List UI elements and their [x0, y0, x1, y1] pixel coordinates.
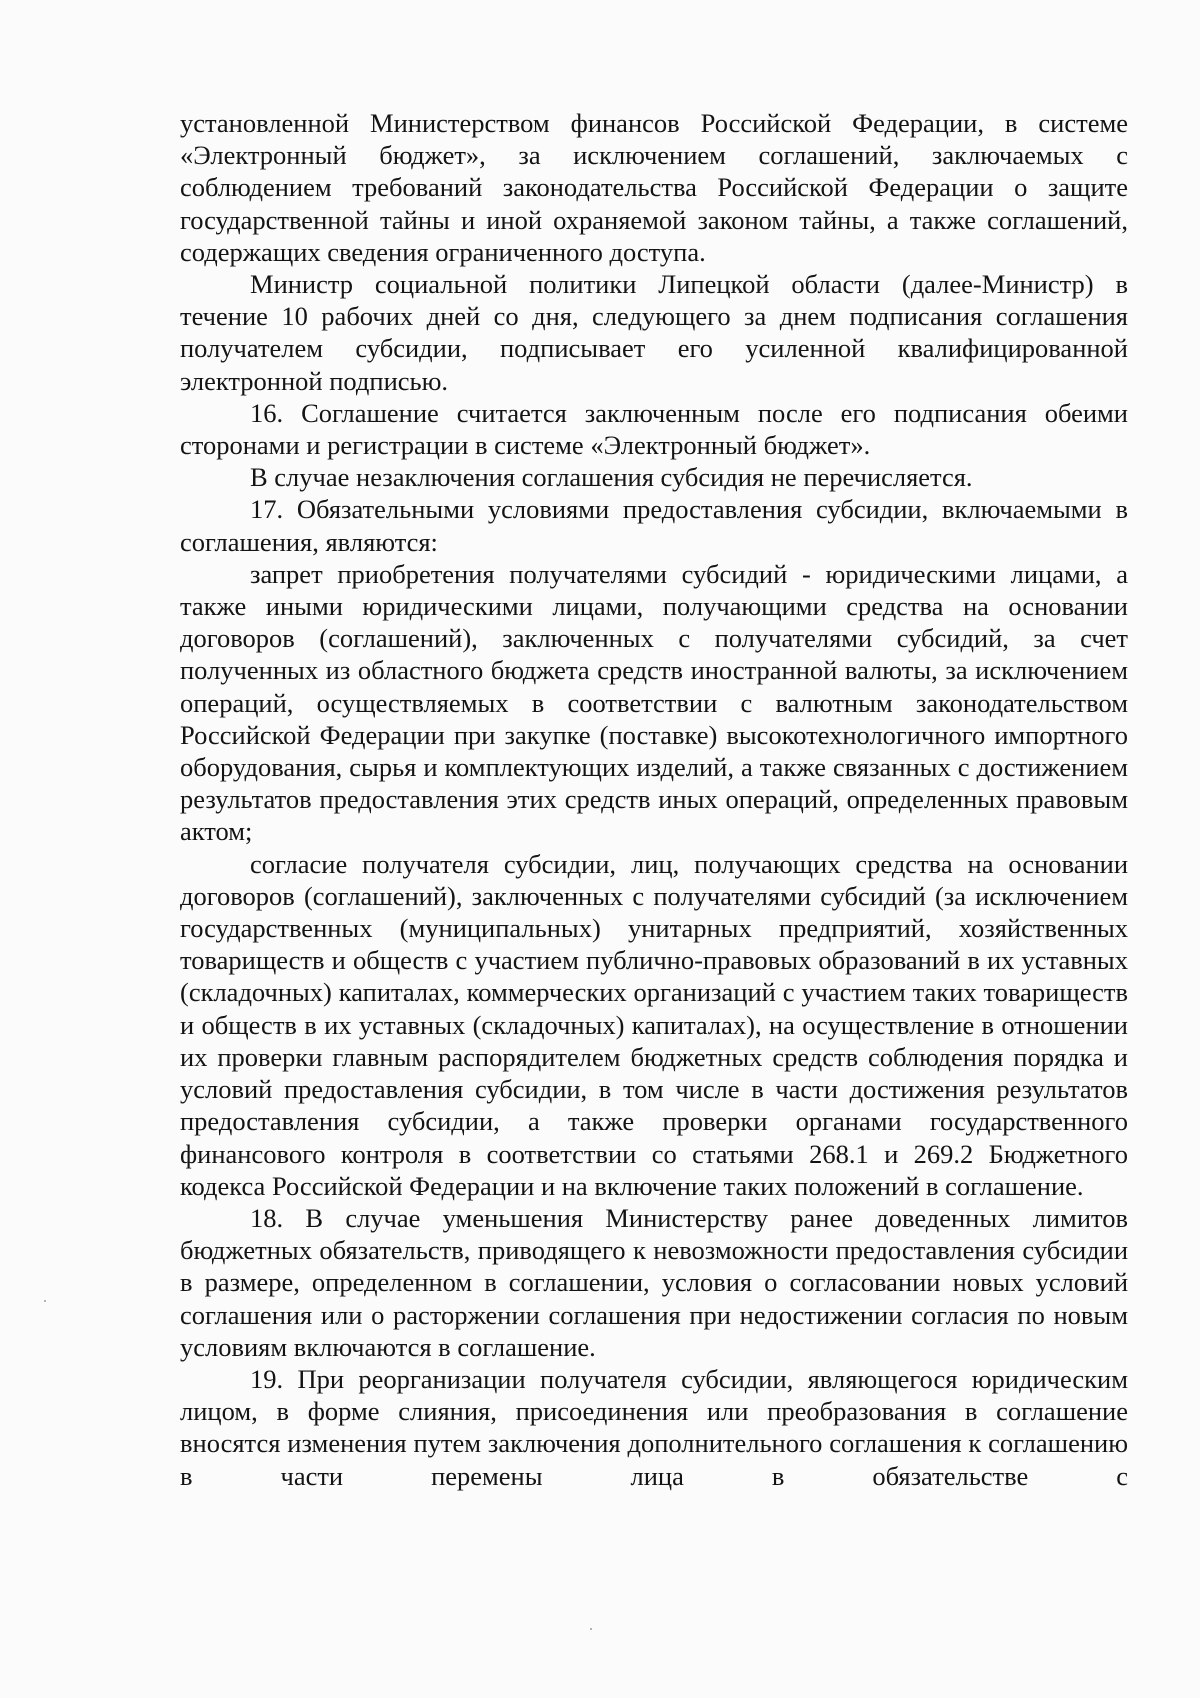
document-body — [180, 107, 1128, 1492]
paragraph-electronic-budget-system: установленной Министерством финансов Российской Федерации, в системе «Электронный бюджет», за исключением соглашений, заключаемых с соблюдением требований законодательства Российской Федерации о защите государственной тайны и иной охраняемой законом тайны, а также соглашений, содержащих сведения ограниченного доступа. — [180, 108, 1128, 267]
paragraph-minister-signature: Министр социальной политики Липецкой области (далее-Министр) в течение 10 рабочих дней со дня, следующего за днем подписания соглашения получателем субсидии, подписывает его усиленной квалифицированной электронной подписью. — [180, 269, 1128, 396]
scan-speck — [44, 1300, 46, 1302]
paragraph-19-reorganization: 19. При реорганизации получателя субсидии, являющегося юридическим лицом, в форме слияния, присоединения или преобразования в соглашение вносятся изменения путем заключения дополнительного соглашения к соглашению в части перемены лица в обязательстве с — [180, 1363, 1128, 1491]
paragraph-subsidy-not-transferred: В случае незаключения соглашения субсидия не перечисляется. — [250, 462, 973, 493]
scan-speck — [590, 1628, 592, 1630]
paragraph-recipient-consent: согласие получателя субсидии, лиц, получающих средства на основании договоров (соглашений), заключенных с получателями субсидий (за исключением государственных (муниципальных) унитарных предприятий, хозяйственных товариществ и обществ с участием публично-правовых образований в их уставных (складочных) капиталах, коммерческих организаций с участием таких товариществ и обществ в их уставных (складочных) капиталах), на осуществление в отношении их проверки главным распорядителем бюджетных средств соблюдения порядка и условий предоставления субсидии, в том числе в части достижения результатов предоставления субсидии, а также проверки органами государственного финансового контроля в соответствии со статьями 268.1 и 269.2 Бюджетного кодекса Российской Федерации и на включение таких положений в соглашение. — [180, 848, 1128, 1201]
paragraph-17-mandatory-conditions: 17. Обязательными условиями предоставления субсидии, включаемыми в соглашения, являются: — [180, 494, 1128, 557]
paragraph-foreign-currency-ban: запрет приобретения получателями субсидий - юридическими лицами, а также иными юридическими лицами, получающими средства на основании договоров (соглашений), заключенных с получателями субсидий, за счет полученных из областного бюджета средств иностранной валюты, за исключением операций, осуществляемых в соответствии с валютным законодательством Российской Федерации при закупке (поставке) высокотехнологичного импортного оборудования, сырья и комплектующих изделий, а также связанных с достижением результатов предоставления этих средств иных операций, определенных правовым актом; — [180, 558, 1128, 847]
paragraph-16-agreement-concluded: 16. Соглашение считается заключенным после его подписания обеими сторонами и регистрации в системе «Электронный бюджет». — [180, 397, 1128, 461]
paragraph-18-limits-reduction: 18. В случае уменьшения Министерству ранее доведенных лимитов бюджетных обязательств, приводящего к невозможности предоставления субсидии в размере, определенном в соглашении, условия о согласовании новых условий соглашения или о расторжении соглашения при недостижении согласия по новым условиям включаются в соглашение. — [180, 1202, 1128, 1362]
